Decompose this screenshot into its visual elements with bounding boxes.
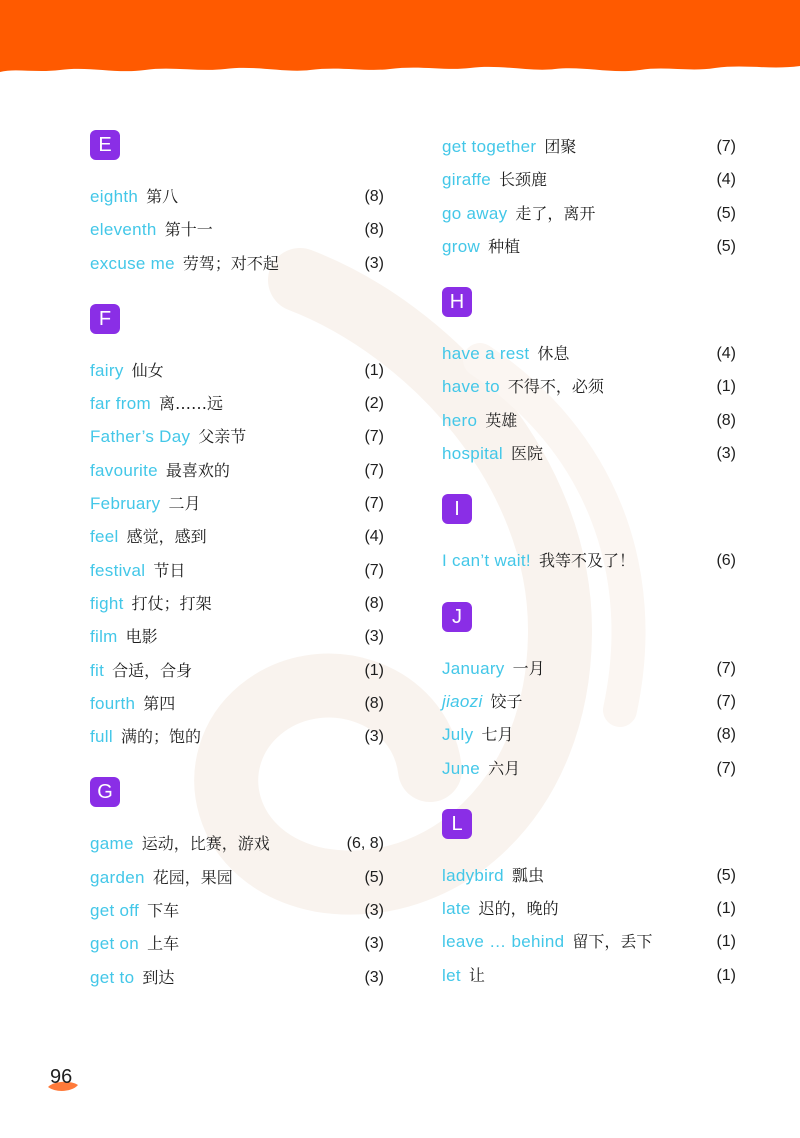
vocab-meaning: 六月 bbox=[488, 758, 521, 778]
vocab-meaning: 团聚 bbox=[544, 137, 577, 156]
vocab-entry bbox=[90, 354, 384, 387]
vocab-meaning: 七月 bbox=[481, 725, 514, 745]
vocab-entry bbox=[442, 130, 736, 163]
vocab-word: eighth bbox=[90, 187, 139, 206]
vocab-word: grow bbox=[442, 236, 481, 256]
vocab-entry bbox=[442, 892, 736, 925]
vocab-word: game bbox=[90, 834, 134, 854]
vocab-meaning: 第十一 bbox=[164, 220, 213, 240]
vocab-word: far from bbox=[90, 394, 151, 414]
vocab-unit: (5) bbox=[716, 237, 736, 255]
vocab-unit: (8) bbox=[364, 594, 384, 612]
vocab-meaning: 合适，合身 bbox=[112, 660, 193, 680]
vocab-entry bbox=[90, 247, 384, 280]
vocab-meaning: 离……远 bbox=[158, 394, 223, 414]
vocab-meaning: 上车 bbox=[147, 934, 180, 954]
vocab-word: late bbox=[442, 899, 471, 919]
vocab-entry bbox=[442, 718, 736, 751]
vocab-unit: (8) bbox=[364, 188, 384, 205]
vocab-word: hospital bbox=[442, 444, 503, 464]
vocab-unit: (7) bbox=[364, 428, 384, 446]
vocab-unit: (2) bbox=[364, 395, 384, 413]
section-letter: L bbox=[442, 809, 472, 839]
vocab-unit: (7) bbox=[716, 692, 736, 710]
section-continued bbox=[442, 130, 736, 263]
vocab-meaning: 不得不，必须 bbox=[507, 377, 604, 397]
section-letter: J bbox=[442, 602, 472, 632]
vocab-unit: (3) bbox=[364, 902, 384, 920]
vocab-word: ladybird bbox=[442, 865, 504, 885]
vocab-word: fit bbox=[90, 660, 105, 680]
vocab-entry bbox=[90, 620, 384, 653]
vocab-entry bbox=[442, 404, 736, 437]
vocab-unit: (5) bbox=[364, 868, 384, 886]
vocab-word: garden bbox=[90, 867, 145, 887]
vocab-word: get together bbox=[442, 137, 537, 156]
vocab-word: feel bbox=[90, 527, 119, 547]
vocab-meaning: 一月 bbox=[512, 658, 545, 678]
section-j bbox=[442, 602, 736, 785]
vocab-word: I can’t wait! bbox=[442, 551, 531, 571]
vocab-unit: (6, 8) bbox=[346, 835, 384, 853]
vocab-unit: (5) bbox=[716, 866, 736, 884]
section-g bbox=[90, 777, 384, 993]
vocab-meaning: 留下，丢下 bbox=[572, 932, 653, 952]
vocab-word: have to bbox=[442, 377, 500, 397]
vocab-word: jiaozi bbox=[442, 691, 483, 711]
vocab-entry bbox=[90, 520, 384, 553]
vocab-meaning: 下车 bbox=[147, 901, 180, 921]
vocab-meaning: 第四 bbox=[143, 693, 176, 713]
vocab-unit: (1) bbox=[716, 378, 736, 396]
vocab-entry bbox=[90, 587, 384, 620]
vocab-meaning: 英雄 bbox=[485, 410, 518, 430]
vocab-word: leave … behind bbox=[442, 932, 565, 952]
vocab-entry bbox=[90, 180, 384, 213]
vocab-unit: (7) bbox=[364, 561, 384, 579]
section-e bbox=[90, 130, 384, 280]
vocab-entry bbox=[442, 163, 736, 196]
vocab-meaning: 打仗；打架 bbox=[131, 593, 212, 613]
vocab-entry bbox=[90, 454, 384, 487]
vocab-word: festival bbox=[90, 560, 146, 580]
vocab-unit: (1) bbox=[364, 361, 384, 379]
vocab-meaning: 饺子 bbox=[490, 691, 523, 711]
vocab-entry bbox=[90, 720, 384, 753]
section-l bbox=[442, 809, 736, 992]
vocab-meaning: 种植 bbox=[488, 236, 521, 256]
vocab-word: get off bbox=[90, 901, 140, 921]
vocab-entry bbox=[90, 894, 384, 927]
vocab-entry bbox=[442, 685, 736, 718]
vocab-unit: (1) bbox=[364, 661, 384, 679]
vocab-word: full bbox=[90, 727, 113, 747]
vocab-meaning: 我等不及了！ bbox=[538, 551, 635, 571]
vocab-meaning: 父亲节 bbox=[198, 427, 247, 447]
vocab-meaning: 走了，离开 bbox=[515, 203, 596, 223]
vocab-entry bbox=[90, 420, 384, 453]
right-column bbox=[442, 130, 736, 1016]
vocab-unit: (1) bbox=[716, 966, 736, 984]
vocab-word: fairy bbox=[90, 360, 124, 380]
vocab-meaning: 到达 bbox=[142, 967, 175, 987]
vocab-meaning: 运动，比赛，游戏 bbox=[141, 834, 270, 854]
section-letter: F bbox=[90, 304, 120, 334]
vocab-entry bbox=[90, 387, 384, 420]
vocab-entry bbox=[90, 213, 384, 246]
vocab-unit: (3) bbox=[716, 445, 736, 463]
vocab-unit: (7) bbox=[364, 461, 384, 479]
vocab-unit: (7) bbox=[364, 495, 384, 513]
vocab-meaning: 让 bbox=[468, 965, 485, 985]
vocab-entry bbox=[90, 827, 384, 860]
vocab-meaning: 仙女 bbox=[131, 360, 164, 380]
vocab-entry bbox=[442, 437, 736, 470]
vocab-unit: (3) bbox=[364, 254, 384, 272]
vocab-word: excuse me bbox=[90, 253, 175, 273]
vocab-meaning: 第八 bbox=[146, 187, 179, 206]
vocab-word: eleventh bbox=[90, 220, 157, 240]
vocab-unit: (3) bbox=[364, 628, 384, 646]
vocab-word: July bbox=[442, 725, 474, 745]
vocab-entry bbox=[442, 544, 736, 577]
vocab-meaning: 休息 bbox=[537, 344, 570, 364]
vocab-entry bbox=[90, 654, 384, 687]
vocab-unit: (8) bbox=[364, 694, 384, 712]
vocab-entry bbox=[442, 337, 736, 370]
vocab-meaning: 满的；饱的 bbox=[120, 727, 201, 747]
vocab-word: go away bbox=[442, 203, 508, 223]
section-letter: E bbox=[90, 130, 120, 160]
vocab-meaning: 节日 bbox=[153, 560, 186, 580]
vocab-meaning: 花园，果园 bbox=[152, 867, 233, 887]
vocab-word: giraffe bbox=[442, 170, 492, 190]
top-banner bbox=[0, 0, 800, 82]
vocab-unit: (7) bbox=[716, 759, 736, 777]
vocab-entry bbox=[90, 927, 384, 960]
vocab-word: Father’s Day bbox=[90, 427, 191, 447]
section-h bbox=[442, 287, 736, 470]
vocab-meaning: 电影 bbox=[125, 627, 158, 647]
section-letter: H bbox=[442, 287, 472, 317]
vocab-meaning: 迟的，晚的 bbox=[478, 899, 559, 919]
vocab-word: fourth bbox=[90, 693, 136, 713]
vocab-meaning: 长颈鹿 bbox=[499, 170, 548, 190]
vocab-entry bbox=[442, 197, 736, 230]
page-number: 96 bbox=[50, 1066, 73, 1088]
vocab-meaning: 感觉，感到 bbox=[126, 527, 207, 547]
vocab-entry bbox=[442, 959, 736, 992]
vocab-entry bbox=[90, 961, 384, 994]
vocab-unit: (8) bbox=[364, 221, 384, 239]
vocab-entry bbox=[90, 861, 384, 894]
vocab-entry bbox=[442, 859, 736, 892]
vocab-unit: (1) bbox=[716, 933, 736, 951]
section-letter: G bbox=[90, 777, 120, 807]
vocab-entry bbox=[90, 554, 384, 587]
vocab-word: fight bbox=[90, 593, 124, 613]
vocab-entry bbox=[90, 487, 384, 520]
vocab-unit: (7) bbox=[716, 659, 736, 677]
vocab-word: get to bbox=[90, 967, 135, 987]
section-i bbox=[442, 494, 736, 577]
vocab-word: favourite bbox=[90, 460, 158, 480]
vocab-word: June bbox=[442, 758, 481, 778]
vocab-meaning: 劳驾；对不起 bbox=[182, 253, 279, 273]
vocab-unit: (3) bbox=[364, 728, 384, 746]
vocab-unit: (1) bbox=[716, 900, 736, 918]
vocab-entry bbox=[442, 652, 736, 685]
vocab-word: film bbox=[90, 627, 118, 647]
left-column bbox=[90, 130, 384, 1018]
vocab-meaning: 最喜欢的 bbox=[165, 460, 230, 480]
vocab-unit: (3) bbox=[364, 968, 384, 986]
vocab-unit: (8) bbox=[716, 411, 736, 429]
vocab-unit: (4) bbox=[364, 528, 384, 546]
vocab-entry bbox=[90, 687, 384, 720]
vocab-entry bbox=[442, 370, 736, 403]
vocab-entry bbox=[442, 925, 736, 958]
vocab-meaning: 二月 bbox=[168, 494, 201, 514]
vocab-unit: (4) bbox=[716, 345, 736, 363]
vocab-word: hero bbox=[442, 410, 478, 430]
vocab-unit: (8) bbox=[716, 726, 736, 744]
vocab-entry bbox=[442, 230, 736, 263]
vocab-unit: (5) bbox=[716, 204, 736, 222]
vocab-unit: (4) bbox=[716, 171, 736, 189]
vocab-unit: (6) bbox=[716, 552, 736, 570]
vocab-word: February bbox=[90, 494, 161, 514]
vocab-meaning: 瓢虫 bbox=[511, 865, 544, 885]
vocab-meaning: 医院 bbox=[511, 444, 544, 464]
vocab-unit: (7) bbox=[716, 138, 736, 155]
vocab-word: get on bbox=[90, 934, 140, 954]
section-f bbox=[90, 304, 384, 754]
vocab-unit: (3) bbox=[364, 935, 384, 953]
section-letter: I bbox=[442, 494, 472, 524]
vocab-entry bbox=[442, 752, 736, 785]
vocab-word: have a rest bbox=[442, 344, 530, 364]
vocab-word: let bbox=[442, 965, 461, 985]
vocab-word: January bbox=[442, 658, 505, 678]
